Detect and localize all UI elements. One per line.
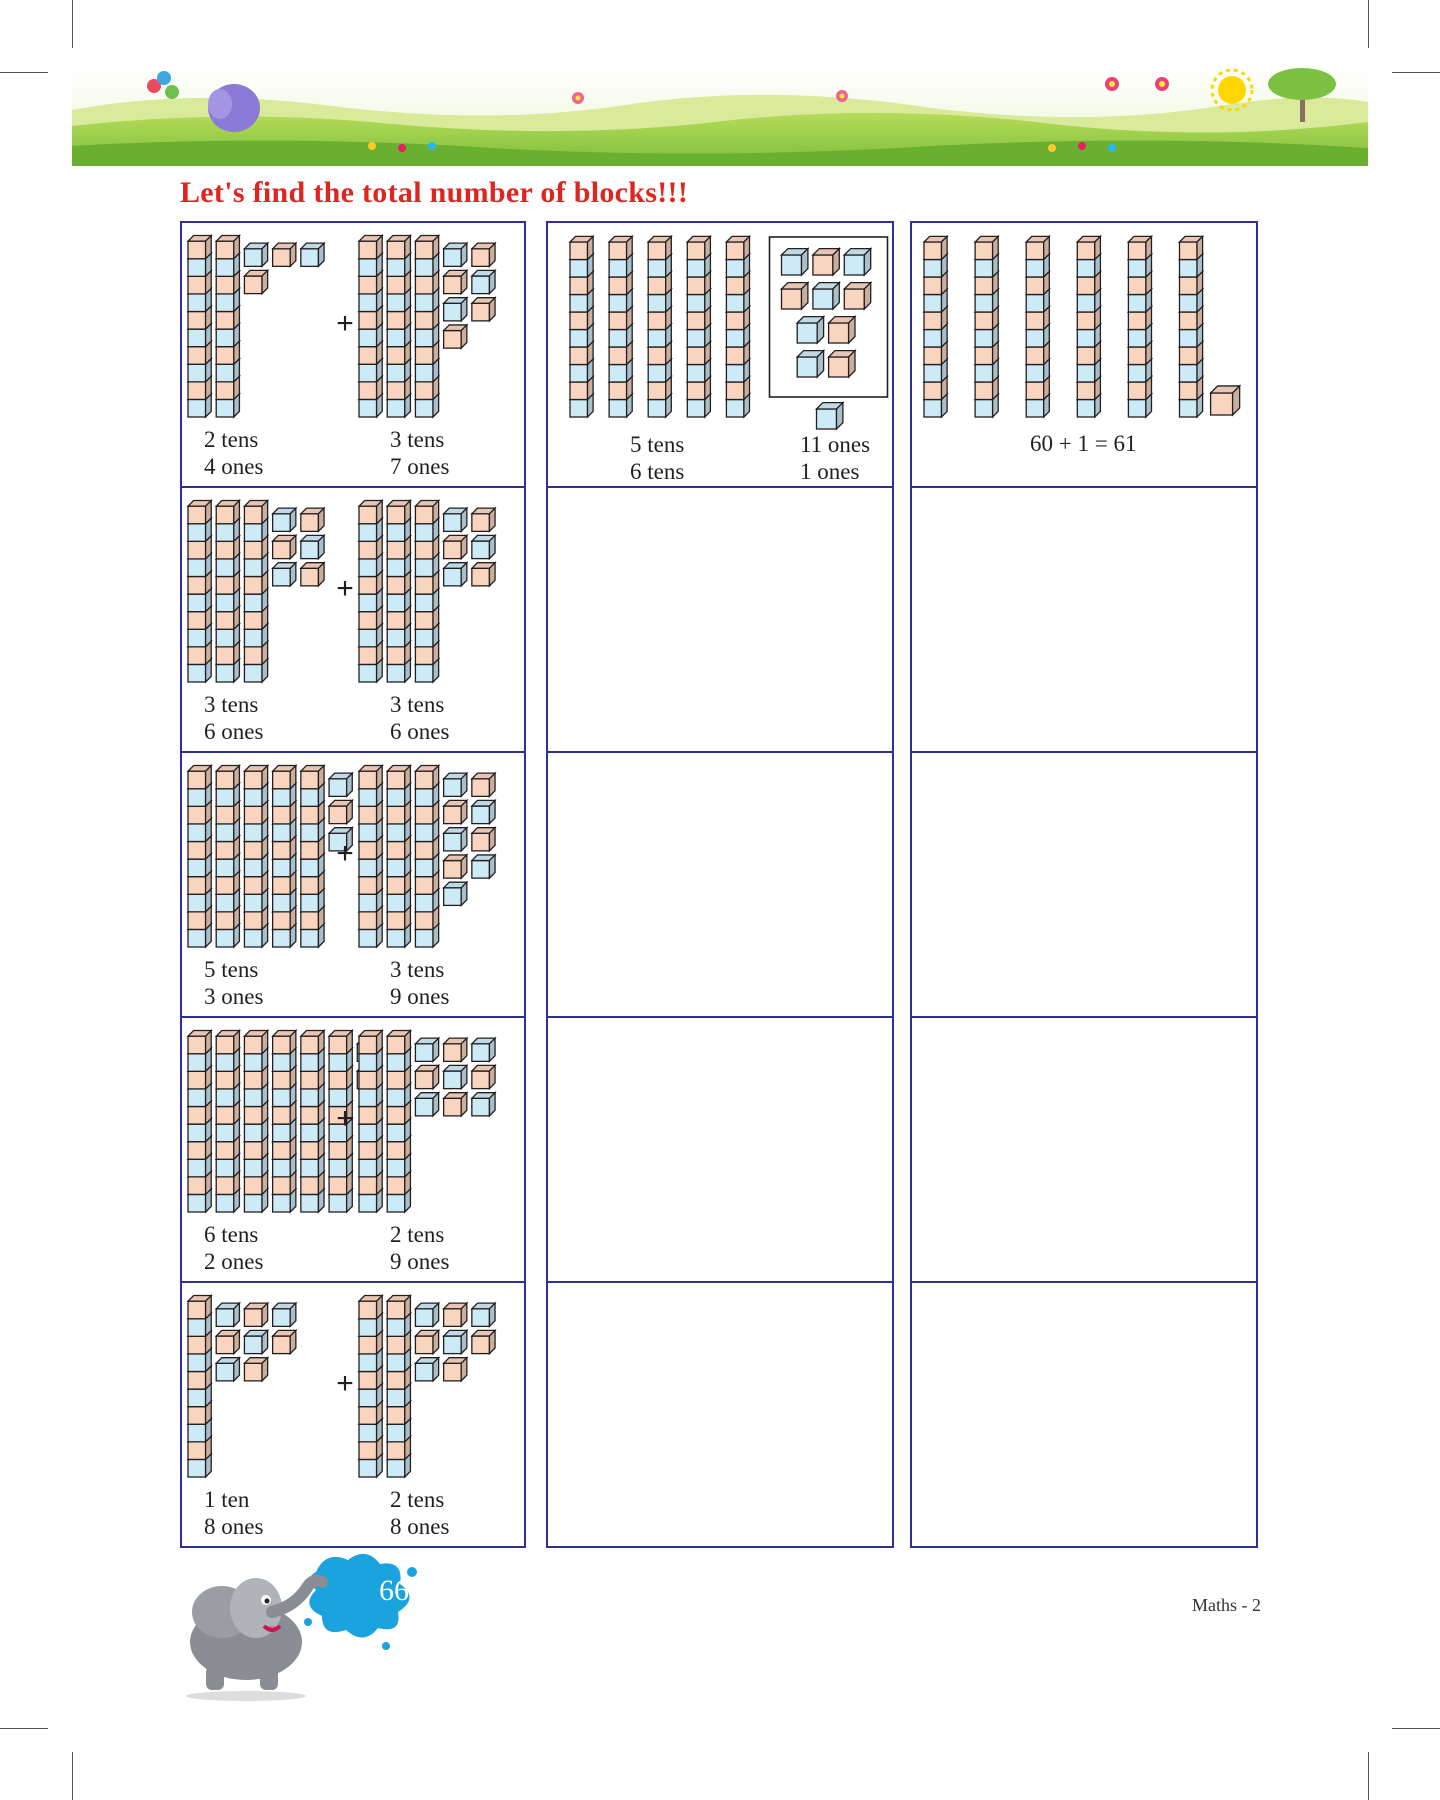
tens-rod (387, 501, 410, 682)
exercise-cell (180, 1281, 526, 1548)
answer-cell-total (910, 486, 1258, 753)
tens-rod (301, 1031, 324, 1212)
tens-rod (216, 766, 239, 947)
tens-rod (570, 236, 593, 417)
one-cube (797, 317, 823, 343)
ones-label: 3 ones (204, 984, 264, 1009)
tens-rod (1180, 236, 1203, 417)
one-cube (273, 535, 296, 558)
tens-rod (648, 236, 671, 417)
page-number: 66 (379, 1574, 409, 1607)
answer-cell-regroup (546, 486, 894, 753)
tens-rod (359, 501, 382, 682)
one-cube (415, 1065, 438, 1088)
tens-rod (387, 766, 410, 947)
one-cube (444, 828, 467, 851)
tens-rod (687, 236, 710, 417)
one-cube (472, 773, 495, 796)
one-cube (273, 1330, 296, 1353)
one-cube (244, 243, 267, 266)
tens-rod (1077, 236, 1100, 417)
ones-label: 9 ones (390, 1249, 450, 1274)
one-cube (444, 882, 467, 905)
plus-sign: + (336, 572, 354, 605)
one-cube (301, 563, 324, 586)
subject-label: Maths - 2 (1192, 1595, 1261, 1615)
tens-label: 5 tens (204, 957, 259, 982)
tens-rod (924, 236, 947, 417)
tens-label: 3 tens (390, 692, 445, 717)
crop-mark (1392, 1728, 1440, 1729)
one-cube (472, 508, 495, 531)
one-cube (472, 1093, 495, 1116)
crop-mark (0, 72, 48, 73)
exercise-cell (180, 1016, 526, 1283)
one-cube (244, 1330, 267, 1353)
tens-rod (273, 1031, 296, 1212)
one-cube (444, 298, 467, 321)
elephant-icon (186, 1578, 322, 1701)
ones-label: 7 ones (390, 454, 450, 479)
tens-rod (726, 236, 749, 417)
one-cube (301, 508, 324, 531)
plus-sign: + (336, 1102, 354, 1135)
one-cube (444, 535, 467, 558)
tens-rod (415, 236, 438, 417)
ones-label: 1 ones (800, 459, 860, 484)
one-cube (472, 1330, 495, 1353)
one-cube (444, 508, 467, 531)
one-cube (444, 243, 467, 266)
one-cube (444, 1358, 467, 1381)
one-cube (444, 270, 467, 293)
tens-rod (387, 1031, 410, 1212)
tens-label: 2 tens (204, 427, 259, 452)
one-cube (444, 773, 467, 796)
total-equation: 60 + 1 = 61 (1030, 431, 1137, 456)
one-cube (444, 1303, 467, 1326)
one-cube (472, 535, 495, 558)
one-cube (844, 249, 870, 275)
one-cube (273, 1303, 296, 1326)
one-cube (829, 317, 855, 343)
elephant-mascot (176, 1542, 456, 1702)
one-cube (216, 1358, 239, 1381)
one-cube (817, 403, 843, 429)
tens-label: 3 tens (390, 957, 445, 982)
one-cube (472, 855, 495, 878)
tens-rod (216, 501, 239, 682)
tens-rod (244, 766, 267, 947)
one-cube (797, 351, 823, 377)
one-cube (273, 243, 296, 266)
tens-rod (387, 1296, 410, 1477)
tens-label: 2 tens (390, 1222, 445, 1247)
one-cube (415, 1330, 438, 1353)
exercise-cell (180, 751, 526, 1018)
tens-rod (415, 766, 438, 947)
tens-label: 2 tens (390, 1487, 445, 1512)
one-cube (472, 828, 495, 851)
ones-label: 6 ones (204, 719, 264, 744)
crop-mark (0, 1728, 48, 1729)
page-title: Let's find the total number of blocks!!! (180, 176, 689, 209)
answer-cell-total (910, 751, 1258, 1018)
tens-rod (216, 1031, 239, 1212)
plus-sign: + (336, 837, 354, 870)
crop-mark (1368, 1752, 1369, 1800)
one-cube (782, 283, 808, 309)
tens-rod (244, 1031, 267, 1212)
one-cube (216, 1330, 239, 1353)
exercise-cell (180, 486, 526, 753)
one-cube (244, 1303, 267, 1326)
tens-rod (975, 236, 998, 417)
answer-cell-total (910, 1281, 1258, 1548)
tens-rod (188, 1296, 211, 1477)
tens-label: 3 tens (390, 427, 445, 452)
one-cube (273, 508, 296, 531)
one-cube (444, 1093, 467, 1116)
tens-rod (301, 766, 324, 947)
ones-label: 2 ones (204, 1249, 264, 1274)
one-cube (444, 1330, 467, 1353)
example-total-cell (910, 221, 1258, 488)
one-cube (244, 270, 267, 293)
tens-label: 6 tens (204, 1222, 259, 1247)
crop-mark (1368, 0, 1369, 48)
one-cube (844, 283, 870, 309)
tens-rod (359, 1296, 382, 1477)
one-cube (216, 1303, 239, 1326)
tens-rod (188, 501, 211, 682)
one-cube (813, 249, 839, 275)
one-cube (1211, 386, 1240, 415)
tens-label: 6 tens (630, 459, 685, 484)
tens-rod (609, 236, 632, 417)
one-cube (415, 1303, 438, 1326)
meadow-banner-illustration (72, 68, 1368, 166)
one-cube (329, 773, 352, 796)
one-cube (472, 270, 495, 293)
one-cube (472, 243, 495, 266)
one-cube (813, 283, 839, 309)
one-cube (329, 800, 352, 823)
tens-label: 5 tens (630, 432, 685, 457)
tens-rod (359, 1031, 382, 1212)
tens-label: 3 tens (204, 692, 259, 717)
answer-cell-regroup (546, 1016, 894, 1283)
answer-cell-total (910, 1016, 1258, 1283)
tens-rod (1026, 236, 1049, 417)
one-cube (444, 855, 467, 878)
ones-label: 6 ones (390, 719, 450, 744)
one-cube (301, 535, 324, 558)
plus-sign: + (336, 307, 354, 340)
answer-cell-regroup (546, 1281, 894, 1548)
crop-mark (72, 0, 73, 48)
ones-label: 4 ones (204, 454, 264, 479)
tens-rod (387, 236, 410, 417)
tens-rod (244, 501, 267, 682)
one-cube (444, 325, 467, 348)
crop-mark (1392, 72, 1440, 73)
one-cube (472, 298, 495, 321)
tens-rod (188, 236, 211, 417)
one-cube (472, 1065, 495, 1088)
tens-rod (188, 766, 211, 947)
exercise-cell (180, 221, 526, 488)
one-cube (244, 1358, 267, 1381)
one-cube (444, 800, 467, 823)
one-cube (444, 1038, 467, 1061)
tens-rod (216, 236, 239, 417)
tens-rod (273, 766, 296, 947)
one-cube (472, 1038, 495, 1061)
tens-rod (188, 1031, 211, 1212)
one-cube (415, 1358, 438, 1381)
one-cube (415, 1093, 438, 1116)
tens-rod (1128, 236, 1151, 417)
one-cube (273, 563, 296, 586)
one-cube (472, 800, 495, 823)
tens-label: 1 ten (204, 1487, 250, 1512)
one-cube (301, 243, 324, 266)
one-cube (444, 1065, 467, 1088)
crop-mark (72, 1752, 73, 1800)
one-cube (415, 1038, 438, 1061)
one-cube (829, 351, 855, 377)
ones-label: 9 ones (390, 984, 450, 1009)
one-cube (444, 563, 467, 586)
answer-cell-regroup (546, 751, 894, 1018)
plus-sign: + (336, 1367, 354, 1400)
one-cube (782, 249, 808, 275)
tens-rod (359, 236, 382, 417)
example-regroup-cell (546, 221, 894, 488)
one-cube (472, 1303, 495, 1326)
ones-label: 8 ones (390, 1514, 450, 1539)
tens-rod (359, 766, 382, 947)
one-cube (472, 563, 495, 586)
ones-label: 8 ones (204, 1514, 264, 1539)
tens-rod (415, 501, 438, 682)
ones-label: 11 ones (800, 432, 871, 457)
